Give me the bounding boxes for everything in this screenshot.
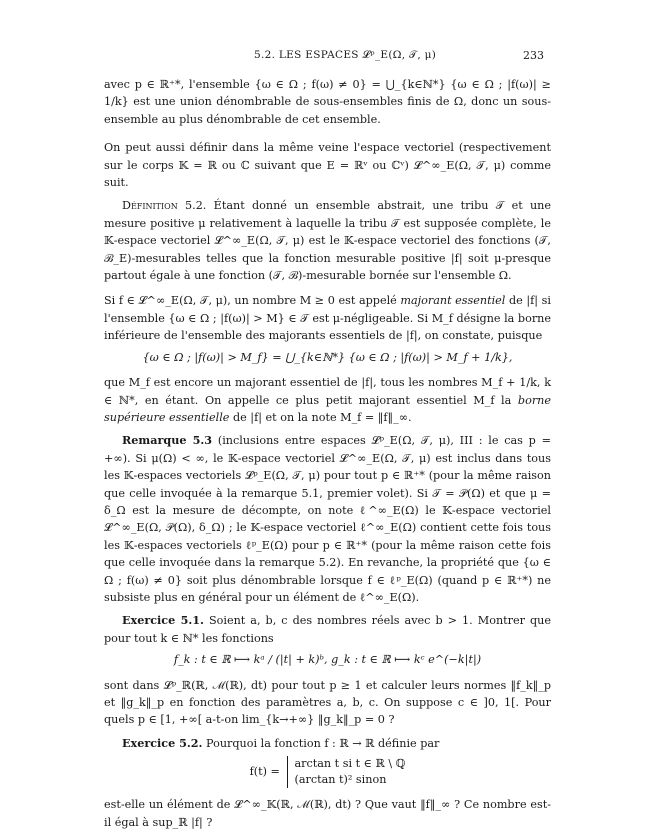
page-body — [104, 76, 551, 831]
piecewise-case-1: arctan t si t ∈ ℝ \ ℚ — [294, 757, 406, 771]
remark-text: (inclusions entre espaces 𝓛ᵖ_E(Ω, 𝒯, μ), III : le cas p = +∞). Si μ(Ω) < ∞, le 𝕂-espace vectoriel 𝓛^∞_E(Ω, 𝒯, μ) est inclus dans tous les 𝕂-espaces vectoriels 𝓛ᵖ_E(Ω, 𝒯, μ) pour tout p ∈ ℝ⁺* (pour la même raison que celle invoquée à la remarque 5.1, premier volet). Si 𝒯 = 𝒫(Ω) et que μ = δ_Ω est la mesure de décompte, on note ℓ^∞_E(Ω) le 𝕂-espace vectoriel 𝓛^∞_E(Ω, 𝒫(Ω), δ_Ω) ; le 𝕂-espace vectoriel ℓ^∞_E(Ω) contient cette fois tous les 𝕂-espaces vectoriels ℓᵖ_E(Ω) pour p ∈ ℝ⁺* (pour la même raison cette fois que celle invoquée dans la remarque 5.2). En revanche, la propriété que {ω ∈ Ω ; f(ω) ≠ 0} soit plus dénombrable lorsque f ∈ ℓᵖ_E(Ω) (quand p ∈ ℝ⁺*) ne subsiste plus en général pour un élément de ℓ^∞_E(Ω). — [104, 434, 551, 604]
paragraph-4-end: de |f| et on la note M_f = ‖f‖_∞. — [229, 410, 412, 424]
remark-5-3 — [104, 432, 551, 606]
term-borne-superieure-essentielle: borne supérieure essentielle — [104, 393, 551, 424]
exercise-5-2 — [104, 735, 551, 752]
piecewise-cases — [287, 756, 405, 788]
display-equation-2: f_k : t ∈ ℝ ⟼ kᵃ / (|t| + k)ᵇ, g_k : t ∈ ℝ ⟼ kᶜ e^(−k|t|) — [173, 653, 482, 667]
definition-text: Étant donné un ensemble abstrait, une tribu 𝒯 et une mesure positive μ relativement à laquelle la tribu 𝒯 est supposée complète, le 𝕂-espace vectoriel 𝓛^∞_E(Ω, 𝒯, μ) est le 𝕂-espace vectoriel des fonctions (𝒯, ℬ_E)-mesurables telles que la fonction mesurable positive |f| soit μ-presque partout égale à une fonction (𝒯, ℬ)-mesurable bornée sur l'ensemble Ω. — [104, 199, 552, 283]
exercise-1-text: Soient a, b, c des nombres réels avec b > 1. Montrer que pour tout k ∈ ℕ* les fonctions — [104, 614, 551, 645]
running-title: 5.2. LES ESPACES 𝓛ᵖ_E(Ω, 𝒯, μ) — [254, 49, 437, 61]
exercise-1-label: Exercice 5.1. — [122, 613, 204, 628]
definition-5-2 — [104, 197, 551, 284]
paragraph-3 — [104, 292, 551, 344]
definition-label: Définition 5.2. — [122, 199, 207, 213]
exercise-2-label: Exercice 5.2. — [122, 735, 203, 750]
paragraph-3-end: de |f| si l'ensemble {ω ∈ Ω ; |f(ω)| > M} ∈ 𝒯 est μ-négligeable. Si M_f désigne la borne inférieure de l'ensemble des majorants essentiels de |f|, on constate, puisque — [104, 294, 551, 343]
page-header — [104, 49, 544, 65]
exercise-5-1 — [104, 612, 551, 647]
paragraph-1: avec p ∈ ℝ⁺*, l'ensemble {ω ∈ Ω ; f(ω) ≠ 0} = ⋃_{k∈ℕ*} {ω ∈ Ω ; |f(ω)| ≥ 1/k} est une union dénombrable de sous-ensembles finis de Ω, donc un sous-ensemble au plus dénombrable de cet ensemble. — [104, 78, 551, 126]
exercise-1-tail: sont dans 𝓛ᵖ_ℝ(ℝ, ℳ(ℝ), dt) pour tout p ≥ 1 et calculer leurs normes ‖f_k‖_p et ‖g_k‖_p en fonction des paramètres a, b, c. On suppose c ∈ ]0, 1[. Pour quels p ∈ [1, +∞[ a-t-on lim_{k→+∞} ‖g_k‖_p = 0 ? — [104, 678, 551, 727]
paragraph-4 — [104, 374, 551, 426]
term-majorant-essentiel: majorant essentiel — [400, 294, 506, 308]
piecewise-case-2: (arctan t)² sinon — [294, 773, 387, 787]
piecewise-lhs: f(t) = — [249, 765, 280, 779]
exercise-2-text: Pourquoi la fonction f : ℝ → ℝ définie par — [206, 736, 440, 750]
display-equation-1: {ω ∈ Ω ; |f(ω)| > M_f} = ⋃_{k∈ℕ*} {ω ∈ Ω ; |f(ω)| > M_f + 1/k}, — [142, 350, 513, 364]
page-number: 233 — [523, 49, 544, 62]
remark-label: Remarque 5.3 — [122, 433, 213, 448]
paragraph-3-start: Si f ∈ 𝓛^∞_E(Ω, 𝒯, μ), un nombre M ≥ 0 est appelé — [104, 294, 401, 308]
exercise-2-tail: est-elle un élément de 𝓛^∞_𝕂(ℝ, ℳ(ℝ), dt) ? Que vaut ‖f‖_∞ ? Ce nombre est-il égal à sup_ℝ |f| ? — [104, 798, 551, 829]
paragraph-4-start: que M_f est encore un majorant essentiel de |f|, tous les nombres M_f + 1/k, k ∈ ℕ*, en étant. On appelle ce plus petit majorant essentiel M_f la — [104, 376, 551, 407]
display-equation-3 — [104, 756, 551, 788]
paragraph-2: On peut aussi définir dans la même veine l'espace vectoriel (respectivement sur le corps 𝕂 = ℝ ou ℂ suivant que E = ℝᵛ ou ℂᵛ) 𝓛^∞_E(Ω, 𝒯, μ) comme suit. — [104, 141, 551, 190]
